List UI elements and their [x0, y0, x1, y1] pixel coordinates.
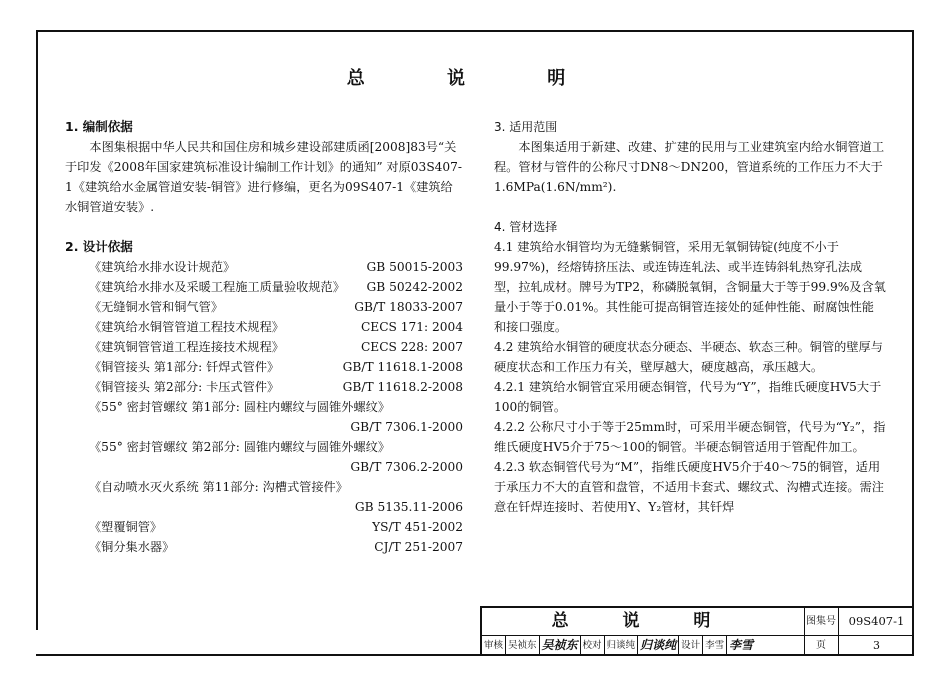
right-column: [494, 117, 886, 517]
review-label: 审核: [482, 635, 506, 656]
section-4-heading: 4. 管材选择: [494, 220, 558, 234]
standard-row: 《建筑给水排水设计规范》 GB 50015-2003: [89, 260, 463, 274]
standard-row: 《建筑给水排水及采暖工程施工质量验收规范》 GB 50242-2002: [89, 280, 463, 294]
page-label: 页: [804, 635, 839, 656]
design-name: 李雪: [703, 635, 727, 656]
page-number: 3: [873, 639, 880, 652]
atlas-no-label: 图集号: [804, 608, 839, 636]
standard-row-wrapped: 《55° 密封管螺纹 第2部分: 圆锥内螺纹与圆锥外螺纹》 GB/T 7306.2-2000: [89, 440, 463, 474]
paragraph-4-2: 4.2 建筑给水铜管的硬度状态分硬态、半硬态、软态三种。铜管的壁厚与硬度状态和工作压力有关，壁厚越大，硬度越高，承压越大。: [494, 340, 883, 374]
standard-row-wrapped: 《自动喷水灭火系统 第11部分: 沟槽式管接件》 GB 5135.11-2006: [89, 480, 463, 514]
signature-row: [482, 635, 805, 656]
check-signature: 归谈纯: [638, 635, 679, 656]
section-3-body: 本图集适用于新建、改建、扩建的民用与工业建筑室内给水铜管道工程。管材与管件的公称尺寸DN8～DN200，管道系统的工作压力不大于1.6MPa(1.6N/mm²).: [494, 140, 885, 194]
page-title: 总 说 明: [346, 68, 604, 89]
review-name: 吴祯东: [506, 635, 540, 656]
standard-row: 《塑覆铜管》 YS/T 451-2002: [89, 520, 463, 534]
binding-line: [36, 30, 38, 630]
review-signature: 吴祯东: [540, 635, 581, 656]
design-label: 设计: [679, 635, 703, 656]
check-label: 校对: [581, 635, 605, 656]
title-block: [480, 606, 914, 654]
atlas-no-value: 09S407-1: [839, 608, 914, 636]
standard-row: 《铜分集水器》 CJ/T 251-2007: [89, 540, 463, 554]
paragraph-4-2-2: 4.2.2 公称尺寸小于等于25mm时，可采用半硬态铜管，代号为“Y₂”，指维氏硬度HV5介于75～100的铜管。半硬态铜管适用于管配件加工。: [494, 420, 886, 454]
paragraph-4-1: 4.1 建筑给水铜管均为无缝紫铜管，采用无氧铜铸锭(纯度不小于99.97%)，经熔铸挤压法、或连铸连轧法、或半连铸斜轧热穿孔法成型，拉轧成材。牌号为TP2，称磷脱氧铜，含铜量大于等于99.9%及含氧量小于等于0.01%。其性能可提高铜管连接处的延伸性能、耐腐蚀性能和接口强度。: [494, 240, 886, 334]
standard-row: 《无缝铜水管和铜气管》 GB/T 18033-2007: [89, 300, 463, 314]
standard-row-wrapped: 《55° 密封管螺纹 第1部分: 圆柱内螺纹与圆锥外螺纹》 GB/T 7306.1-2000: [89, 400, 463, 434]
standard-row: 《建筑铜管管道工程连接技术规程》 CECS 228: 2007: [89, 340, 463, 354]
section-1-heading: 1. 编制依据: [65, 119, 133, 134]
section-2-heading: 2. 设计依据: [65, 239, 133, 254]
paragraph-4-2-1: 4.2.1 建筑给水铜管宜采用硬态铜管，代号为“Y”，指维氏硬度HV5大于100的铜管。: [494, 380, 882, 414]
check-name: 归谈纯: [605, 635, 639, 656]
design-signature: 李雪: [729, 638, 754, 652]
standard-row: 《铜管接头 第1部分: 钎焊式管件》 GB/T 11618.1-2008: [89, 360, 463, 374]
title-block-name: 总 说 明: [482, 608, 805, 636]
section-3-heading: 3. 适用范围: [494, 120, 558, 134]
paragraph-4-2-3: 4.2.3 软态铜管代号为“M”，指维氏硬度HV5介于40～75的铜管，适用于承压力不大的直管和盘管，不适用卡套式、螺纹式、沟槽式连接。需注意在钎焊连接时、若使用Y、Y₂管材，其钎焊: [494, 460, 884, 514]
standard-row: 《铜管接头 第2部分: 卡压式管件》 GB/T 11618.2-2008: [89, 380, 463, 394]
left-column: [65, 117, 463, 557]
standard-row: 《建筑给水铜管管道工程技术规程》 CECS 171: 2004: [89, 320, 463, 334]
section-1-body: 本图集根据中华人民共和国住房和城乡建设部建质函[2008]83号“关于印发《2008年国家建筑标准设计编制工作计划》的通知” 对原03S407-1《建筑给水金属管道安装-铜管》进行修编，更名为09S407-1《建筑给水铜管道安装》.: [65, 140, 463, 214]
